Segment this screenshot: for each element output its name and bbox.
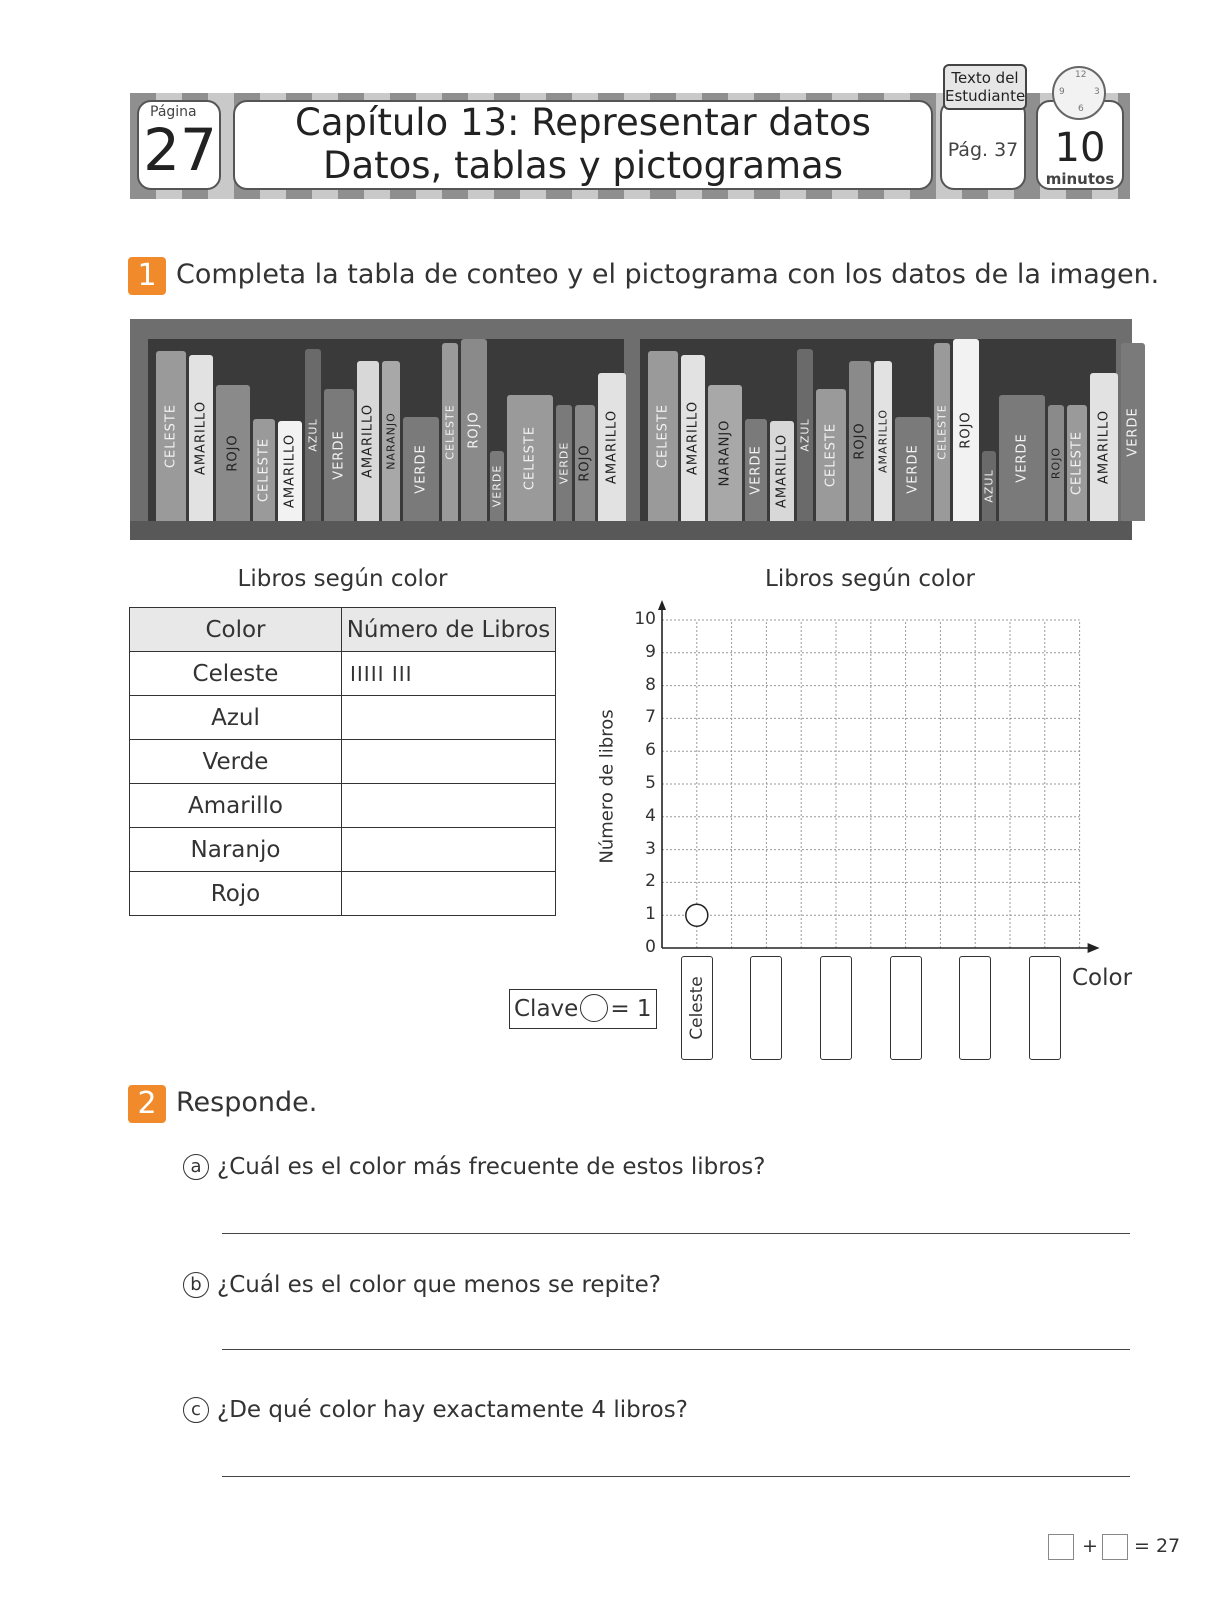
book-label: NARANJO (384, 412, 398, 470)
row-tally-input[interactable] (342, 784, 556, 828)
book-label: VERDE (1014, 433, 1030, 483)
category-box[interactable] (681, 956, 713, 1060)
footer-plus: + (1082, 1535, 1098, 1557)
pictograph-x-label: Color (1072, 965, 1133, 991)
book-spine (874, 361, 892, 521)
book-spine (556, 405, 572, 521)
question-letter: a (183, 1154, 209, 1180)
shelf-left-books (148, 339, 624, 521)
page-subtitle: Datos, tablas y pictogramas (322, 144, 844, 187)
book-label: AMARILLO (685, 400, 701, 476)
question-b (183, 1272, 661, 1298)
book-spine (507, 395, 553, 521)
book-spine (982, 451, 996, 521)
activity-instruction: Completa la tabla de conteo y el pictograma con los datos de la imagen. (176, 259, 1160, 290)
book-label: AZUL (982, 469, 996, 503)
activity-number-badge: 2 (128, 1085, 166, 1123)
activity-number-badge: 1 (128, 257, 166, 295)
header-count: Número de Libros (342, 608, 556, 652)
book-spine (1067, 405, 1087, 521)
table-row (130, 828, 556, 872)
book-spine (708, 385, 742, 521)
pictograph-y-label: Número de libros (596, 709, 618, 864)
row-tally-input[interactable]: IIIII III (342, 652, 556, 696)
row-tally-input[interactable] (342, 740, 556, 784)
book-spine (253, 419, 275, 521)
answer-line-c[interactable] (222, 1476, 1130, 1477)
y-axis-arrow-icon (658, 600, 666, 610)
minutes-value: 10 (1054, 125, 1106, 171)
pictograph-key (509, 989, 657, 1029)
book-spine (324, 389, 354, 521)
shelf-board (130, 521, 1132, 540)
shelf-right (640, 339, 1141, 521)
clock-number-6: 6 (1078, 104, 1084, 114)
activity-instruction: Responde. (176, 1087, 318, 1118)
book-spine (797, 349, 813, 521)
book-spine (382, 361, 400, 521)
question-text: ¿Cuál es el color más frecuente de estos libros? (217, 1154, 766, 1180)
book-label: ROJO (958, 411, 974, 449)
tally-table (129, 607, 556, 916)
row-color: Amarillo (130, 784, 342, 828)
row-color: Celeste (130, 652, 342, 696)
answer-line-b[interactable] (222, 1349, 1130, 1350)
y-tick-label: 4 (645, 805, 656, 826)
question-text: ¿Cuál es el color que menos se repite? (217, 1272, 661, 1298)
book-label: AMARILLO (193, 400, 209, 476)
book-label: VERDE (490, 464, 504, 508)
book-label: CELESTE (1069, 430, 1085, 496)
book-spine (403, 417, 439, 521)
book-spine (1048, 405, 1064, 521)
y-tick-label: 5 (645, 773, 656, 793)
y-tick-label: 2 (645, 871, 656, 892)
chapter-title: Capítulo 13: Representar datos (295, 101, 871, 144)
book-label: AMARILLO (360, 403, 376, 479)
pictograph-grid (640, 600, 1100, 960)
key-circle-icon (580, 994, 608, 1022)
book-label: ROJO (466, 411, 482, 449)
category-box[interactable] (959, 956, 991, 1060)
book-label: CELESTE (823, 422, 839, 488)
book-label: VERDE (557, 441, 571, 485)
book-label: VERDE (331, 430, 347, 480)
question-text: ¿De qué color hay exactamente 4 libros? (217, 1397, 688, 1423)
book-spine (849, 361, 871, 521)
book-label: CELESTE (935, 404, 949, 460)
y-tick-label: 6 (645, 740, 656, 761)
clock-number-12: 12 (1075, 70, 1087, 80)
shelf-left (148, 339, 624, 521)
book-label: VERDE (1125, 407, 1141, 457)
book-label: AMARILLO (876, 409, 890, 473)
book-spine (770, 421, 794, 521)
header-color: Color (130, 608, 342, 652)
table-row (130, 740, 556, 784)
book-spine (999, 395, 1045, 521)
footer-box-1[interactable] (1048, 1534, 1074, 1560)
book-spine (442, 343, 458, 521)
category-label: Celeste (686, 976, 707, 1040)
tally-table-caption: Libros según color (237, 566, 448, 592)
book-label: AZUL (798, 418, 812, 452)
row-tally-input[interactable] (342, 872, 556, 916)
bookshelf-image (130, 319, 1141, 540)
question-letter: b (183, 1272, 209, 1298)
book-spine (490, 451, 504, 521)
row-color: Rojo (130, 872, 342, 916)
book-spine (895, 417, 931, 521)
alarm-clock-icon (1052, 66, 1106, 120)
book-spine (745, 419, 767, 521)
book-spine (816, 389, 846, 521)
question-letter: c (183, 1397, 209, 1423)
book-label: AMARILLO (282, 433, 298, 509)
book-spine (1090, 373, 1118, 521)
answer-line-a[interactable] (222, 1233, 1130, 1234)
footer-box-2[interactable] (1102, 1534, 1128, 1560)
tally-header-row (130, 608, 556, 652)
y-tick-label: 9 (645, 641, 656, 662)
book-spine (598, 373, 626, 521)
clock-number-9: 9 (1059, 87, 1065, 97)
pictograph-symbol-circle (686, 904, 708, 926)
category-box[interactable] (890, 956, 922, 1060)
footer-equals: = 27 (1134, 1535, 1181, 1557)
book-label: VERDE (905, 444, 921, 494)
book-spine (681, 355, 705, 521)
book-label: ROJO (1049, 446, 1063, 480)
question-c (183, 1397, 688, 1423)
row-color: Verde (130, 740, 342, 784)
book-label: CELESTE (655, 403, 671, 469)
book-label: VERDE (413, 444, 429, 494)
key-value: = 1 (610, 996, 652, 1022)
question-a (183, 1154, 765, 1180)
y-tick-label: 8 (645, 674, 656, 695)
book-spine (934, 343, 950, 521)
table-row (130, 784, 556, 828)
pictograph-caption: Libros según color (765, 566, 975, 592)
book-spine (156, 351, 186, 521)
table-row (130, 652, 556, 696)
book-label: AMARILLO (1096, 409, 1112, 485)
page-number: 27 (143, 116, 217, 184)
page-label: Página (150, 104, 197, 120)
book-label: CELESTE (163, 403, 179, 469)
student-text-page: Pág. 37 (947, 139, 1019, 161)
book-label: CELESTE (443, 404, 457, 460)
book-label: ROJO (225, 434, 241, 472)
row-color: Naranjo (130, 828, 342, 872)
book-label: AMARILLO (604, 409, 620, 485)
category-box[interactable] (750, 956, 782, 1060)
y-tick-label: 1 (645, 904, 656, 925)
open-book-icon (943, 64, 1027, 110)
book-spine (575, 405, 595, 521)
x-axis-arrow-icon (1088, 943, 1100, 953)
book-spine (953, 339, 979, 521)
y-tick-label: 7 (645, 707, 656, 728)
book-spine (189, 355, 213, 521)
book-spine (357, 361, 379, 521)
book-spine (278, 421, 302, 521)
row-color: Azul (130, 696, 342, 740)
y-tick-label: 3 (645, 838, 656, 859)
book-spine (1121, 343, 1145, 521)
row-tally-input[interactable] (342, 828, 556, 872)
row-tally-input[interactable] (342, 696, 556, 740)
category-box[interactable] (820, 956, 852, 1060)
book-spine (305, 349, 321, 521)
book-label: CELESTE (256, 437, 272, 503)
book-label: CELESTE (522, 425, 538, 491)
student-text-label: Texto del Estudiante (945, 69, 1026, 105)
y-tick-label: 10 (634, 609, 656, 629)
category-box[interactable] (1029, 956, 1061, 1060)
shelf-right-books (640, 339, 1141, 521)
book-label: ROJO (852, 422, 868, 460)
y-tick-label: 0 (645, 937, 656, 957)
table-row (130, 696, 556, 740)
book-label: VERDE (748, 445, 764, 495)
table-row (130, 872, 556, 916)
book-label: NARANJO (717, 419, 733, 487)
key-label: Clave (514, 996, 579, 1022)
minutes-label: minutos (1045, 170, 1115, 188)
book-label: AZUL (306, 418, 320, 452)
book-spine (216, 385, 250, 521)
book-label: AMARILLO (774, 433, 790, 509)
book-spine (461, 339, 487, 521)
clock-number-3: 3 (1094, 87, 1100, 97)
book-spine (648, 351, 678, 521)
book-label: ROJO (577, 444, 593, 482)
